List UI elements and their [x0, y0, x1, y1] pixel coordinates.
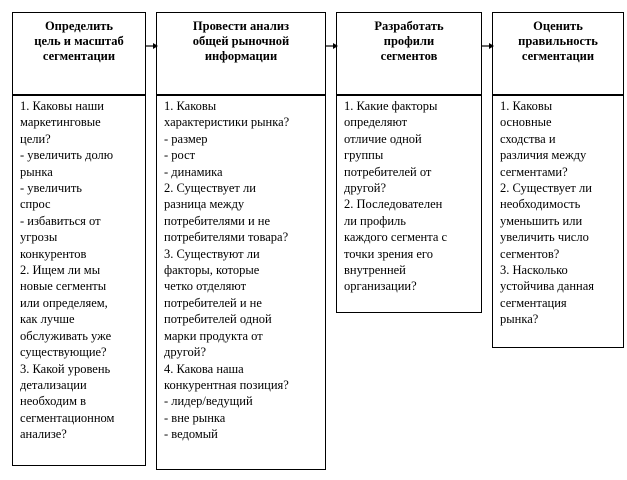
question-line: увеличить число	[500, 230, 589, 245]
question-line: разница между	[164, 197, 245, 212]
question-line: характеристики рынка?	[164, 115, 290, 130]
question-line: точки зрения его	[344, 246, 434, 261]
question-line: 2. Ищем ли мы	[20, 263, 101, 278]
question-line: 3. Какой уровень	[20, 361, 111, 376]
question-line: сегментов?	[500, 246, 560, 261]
question-line: конкурентов	[20, 246, 87, 261]
question-line: рынка	[20, 164, 53, 179]
question-line: потребителями и не	[164, 213, 271, 228]
question-line: определяют	[344, 115, 408, 130]
question-line: маркетинговые	[20, 115, 101, 130]
question-line: другой?	[344, 181, 386, 196]
arrow-right-icon	[145, 42, 159, 50]
question-line: основные	[500, 115, 552, 130]
question-line: сходства и	[500, 131, 556, 146]
step-2-title: Провести анализ общей рыночной информации	[192, 19, 290, 63]
question-line: 1. Какие факторы	[344, 99, 438, 113]
step-4-questions	[492, 95, 624, 348]
question-line: каждого сегмента с	[344, 230, 448, 245]
question-line: группы	[344, 148, 384, 163]
question-line: 2. Последователен	[344, 197, 443, 212]
question-line: - динамика	[164, 164, 223, 179]
question-line: - увеличить	[20, 181, 82, 196]
question-line: ли профиль	[344, 213, 406, 228]
question-line: отличие одной	[344, 131, 422, 146]
question-line: угрозы	[20, 230, 58, 245]
question-line: детализации	[20, 377, 87, 392]
question-line: спрос	[20, 197, 51, 212]
question-line: внутренней	[344, 263, 406, 278]
question-line: сегментами?	[500, 164, 568, 179]
question-line: факторы, которые	[164, 263, 260, 278]
arrow-right-icon	[481, 42, 495, 50]
step-3-header	[336, 12, 482, 95]
step-4-header	[492, 12, 624, 95]
question-line: 1. Каковы наши	[20, 99, 104, 113]
question-line: уменьшить или	[500, 213, 583, 228]
question-line: анализе?	[20, 427, 67, 442]
question-line: обслуживать уже	[20, 328, 112, 343]
step-3-title: Разработать профили сегментов	[374, 19, 444, 63]
step-1-header	[12, 12, 146, 95]
question-line: конкурентная позиция?	[164, 377, 289, 392]
question-line: - вне рынка	[164, 410, 226, 425]
question-line: марки продукта от	[164, 328, 263, 343]
question-line: - лидер/ведущий	[164, 394, 253, 409]
question-line: сегментация	[500, 295, 567, 310]
question-line: четко отделяют	[164, 279, 247, 294]
step-2-questions	[156, 95, 326, 470]
question-line: организации?	[344, 279, 417, 294]
question-line: - ведомый	[164, 427, 218, 442]
question-line: различия между	[500, 148, 587, 163]
question-line: необходимость	[500, 197, 581, 212]
step-4-title: Оценить правильность сегментации	[518, 19, 598, 63]
question-line: 3. Насколько	[500, 263, 568, 278]
question-line: необходим в	[20, 394, 87, 409]
question-line: рынка?	[500, 312, 539, 327]
question-line: 1. Каковы	[164, 99, 217, 113]
question-line: новые сегменты	[20, 279, 107, 294]
question-line: потребителями товара?	[164, 230, 289, 245]
step-3-questions	[336, 95, 482, 313]
question-line: потребителей и не	[164, 295, 262, 310]
question-line: потребителей одной	[164, 312, 272, 327]
question-line: как лучше	[20, 312, 75, 327]
question-line: 3. Существуют ли	[164, 246, 260, 261]
question-line: другой?	[164, 345, 206, 360]
question-line: потребителей от	[344, 164, 432, 179]
question-line: 1. Каковы	[500, 99, 553, 113]
question-line: 2. Существует ли	[500, 181, 592, 196]
question-line: существующие?	[20, 345, 107, 360]
question-line: цели?	[20, 131, 51, 146]
step-1-title: Определить цель и масштаб сегментации	[34, 19, 124, 63]
question-line: или определяем,	[20, 295, 108, 310]
question-line: - увеличить долю	[20, 148, 114, 163]
question-line: - избавиться от	[20, 213, 101, 228]
question-line: устойчива данная	[500, 279, 595, 294]
question-line: 2. Существует ли	[164, 181, 256, 196]
question-line: - рост	[164, 148, 196, 163]
arrow-right-icon	[325, 42, 339, 50]
question-line: сегментационном	[20, 410, 115, 425]
question-line: - размер	[164, 131, 208, 146]
step-2-header	[156, 12, 326, 95]
question-line: 4. Какова наша	[164, 361, 244, 376]
step-1-questions	[12, 95, 146, 466]
